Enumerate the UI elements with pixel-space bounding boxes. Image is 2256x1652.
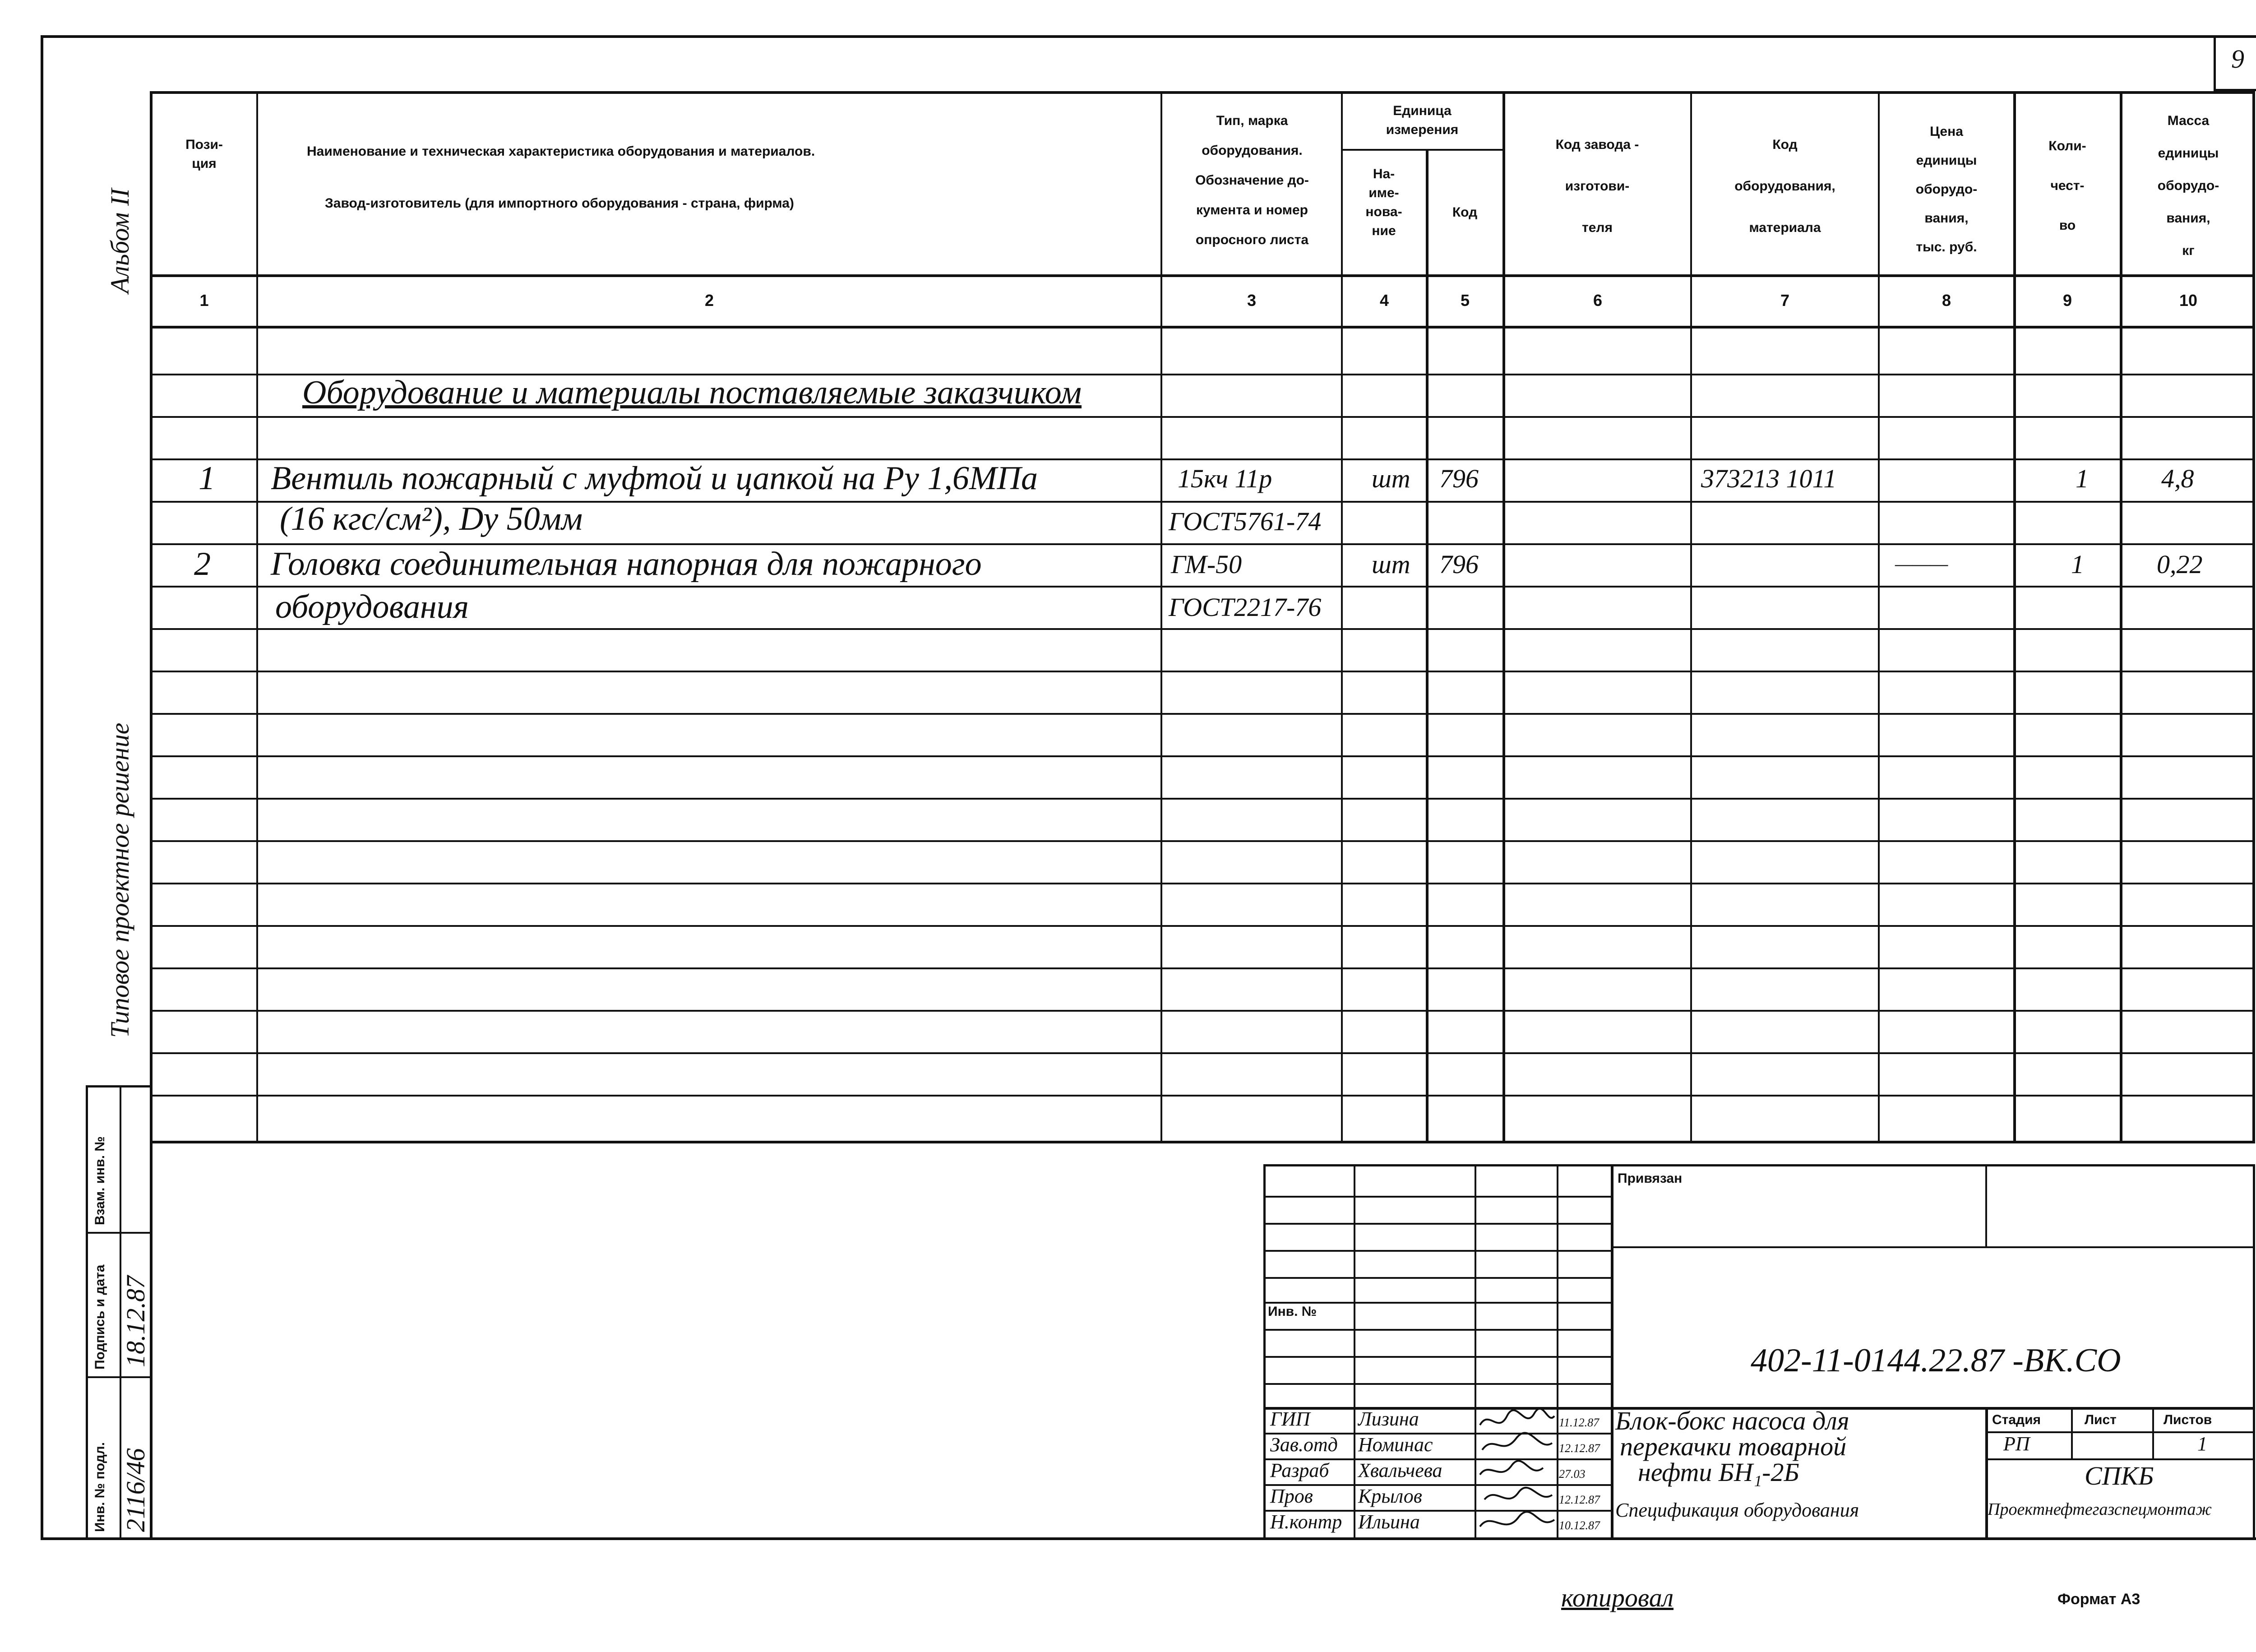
row2-name-line1: Головка соединительная напорная для пожарного — [271, 546, 982, 583]
sheets-label: Листов — [2164, 1412, 2212, 1427]
col-header-position: Пози- ция — [185, 137, 223, 171]
col-number: 9 — [2062, 291, 2072, 310]
col-line-8 — [2013, 91, 2016, 1143]
col-line-5 — [1502, 91, 1505, 1143]
signer-name: Крылов — [1358, 1485, 1422, 1507]
left-stamp-row-2 — [86, 1376, 153, 1378]
row1-type-line2: ГОСТ5761-74 — [1169, 507, 1322, 536]
row-line — [150, 883, 2255, 884]
tb-line — [1263, 1250, 1611, 1252]
signer-name: Ильина — [1358, 1511, 1420, 1533]
title-line2: перекачки товарной — [1620, 1432, 1847, 1461]
inv-no-label: Инв. № — [1268, 1304, 1317, 1319]
col-number: 10 — [2179, 291, 2198, 310]
row-line — [150, 840, 2255, 842]
tb-line — [1263, 1329, 1611, 1331]
row2-name-line2: оборудования — [275, 588, 469, 625]
row-line — [150, 1095, 2255, 1097]
stamp-date-value: 18.12.87 — [121, 1276, 150, 1367]
stamp-inv-orig-label: Инв. № подл. — [92, 1442, 107, 1532]
col-header-mass: Масса единицы оборудо- вания, кг — [2157, 113, 2219, 258]
row2-unit-code: 796 — [1439, 550, 1479, 579]
signer-role: ГИП — [1270, 1408, 1310, 1430]
row1-type-line1: 15кч 11р — [1178, 464, 1272, 493]
col-header-equip-code: Код оборудования, материала — [1734, 137, 1835, 235]
col-header-qty: Коли- чест- во — [2048, 139, 2086, 233]
signer-date: 11.12.87 — [1559, 1416, 1600, 1429]
row-line — [150, 543, 2255, 545]
col-line-2 — [1160, 91, 1162, 1143]
signer-date: 10.12.87 — [1559, 1519, 1600, 1532]
row2-type-line2: ГОСТ2217-76 — [1169, 592, 1322, 622]
format-label: Формат А3 — [2057, 1591, 2140, 1608]
row-line — [150, 671, 2255, 672]
col-header-plant-code: Код завода - изготови- теля — [1555, 137, 1639, 235]
col-header-unit-code: Код — [1452, 205, 1478, 220]
tb-line — [1611, 1246, 2255, 1248]
row-line — [150, 1052, 2255, 1054]
signer-date: 12.12.87 — [1559, 1442, 1600, 1455]
unit-group-line — [1341, 149, 1502, 151]
doc-code: 402-11-0144.22.87 -ВК.СО — [1751, 1342, 2121, 1379]
col-number: 6 — [1593, 291, 1603, 310]
row2-mass: 0,22 — [2157, 550, 2203, 579]
signer-date: 27.03 — [1559, 1467, 1586, 1481]
privyazan-label: Привязан — [1618, 1171, 1683, 1186]
tb-line — [1263, 1223, 1611, 1225]
row1-name-line2: (16 кгс/см²), Dу 50мм — [280, 500, 583, 537]
title-line3: нефти БН₁-2Б — [1638, 1458, 1799, 1487]
col-number: 1 — [199, 291, 209, 310]
left-stamp-row-1 — [86, 1232, 153, 1234]
col-line-1 — [256, 91, 258, 1143]
colnum-bottom-line — [150, 326, 2255, 329]
row1-qty: 1 — [2076, 464, 2089, 493]
row1-unit-code: 796 — [1439, 464, 1479, 493]
tb-line — [2071, 1407, 2073, 1458]
col-number: 7 — [1780, 291, 1790, 310]
row-line — [150, 967, 2255, 969]
row1-position: 1 — [199, 460, 215, 497]
row2-qty: 1 — [2071, 550, 2084, 579]
row-line — [150, 586, 2255, 588]
signer-role: Зав.отд — [1270, 1434, 1338, 1456]
row-line — [150, 925, 2255, 927]
typical-solution-label: Типовое проектное решение — [105, 722, 134, 1038]
row2-unit: шт — [1372, 550, 1410, 579]
org-line2: Проектнефтегазспецмонтаж — [1988, 1500, 2212, 1519]
row1-name-line1: Вентиль пожарный с муфтой и цапкой на Ру 1,6МПа — [271, 460, 1038, 497]
page-number: 9 — [2231, 44, 2244, 74]
col-number: 5 — [1460, 291, 1470, 310]
col-line-6 — [1690, 91, 1692, 1143]
col-number: 4 — [1379, 291, 1389, 310]
row-line — [150, 713, 2255, 715]
row-line — [150, 755, 2255, 757]
sheets-value: 1 — [2197, 1433, 2207, 1455]
row1-mass: 4,8 — [2161, 464, 2194, 493]
tb-line — [1263, 1302, 1611, 1304]
col-header-name-line1: Наименование и техническая характеристика оборудования и материалов. — [307, 144, 815, 159]
stamp-sign-date-label: Подпись и дата — [92, 1264, 107, 1370]
sheet-label: Лист — [2085, 1412, 2117, 1427]
section-title: Оборудование и материалы поставляемые заказчиком — [302, 374, 1082, 411]
signer-date: 12.12.87 — [1559, 1493, 1600, 1506]
col-header-price: Цена единицы оборудо- вания, тыс. руб. — [1915, 124, 1978, 255]
col-line-3 — [1341, 91, 1343, 1143]
album-label: Альбом II — [105, 188, 134, 293]
row2-price: ——— — [1895, 553, 1948, 575]
copied-label: копировал — [1561, 1583, 1674, 1612]
stage-value: РП — [2003, 1433, 2030, 1455]
tb-line — [1263, 1383, 1611, 1385]
tb-line — [1611, 1164, 1613, 1540]
org-line1: СПКБ — [2085, 1461, 2154, 1490]
col-number: 2 — [704, 291, 714, 310]
signer-role: Пров — [1270, 1485, 1313, 1507]
tb-line — [1263, 1277, 1611, 1279]
row-line — [150, 1010, 2255, 1012]
signature-scribbles — [1475, 1407, 1557, 1540]
stage-label: Стадия — [1992, 1412, 2041, 1427]
title-line1: Блок-бокс насоса для — [1615, 1406, 1849, 1435]
signer-name: Лизина — [1358, 1408, 1419, 1430]
col-header-unit-group: Единица измерения — [1386, 103, 1459, 137]
signer-name: Номинас — [1358, 1434, 1433, 1456]
signer-role: Разраб — [1270, 1459, 1329, 1481]
stamp-inv-replace-label: Взам. инв. № — [92, 1136, 107, 1225]
signer-name: Хвальчева — [1358, 1459, 1442, 1481]
row1-equip-code: 373213 1011 — [1701, 464, 1837, 493]
col-header-unit-name: На- име- нова- ние — [1365, 167, 1402, 238]
row1-unit: шт — [1372, 464, 1410, 493]
tb-line — [1985, 1458, 2255, 1460]
signer-role: Н.контр — [1270, 1511, 1342, 1533]
row2-position: 2 — [194, 546, 211, 583]
tb-line — [1263, 1356, 1611, 1358]
row-line — [150, 416, 2255, 418]
row2-type-line1: ГМ-50 — [1171, 550, 1242, 579]
row-line — [150, 628, 2255, 630]
spec-title: Спецификация оборудования — [1615, 1499, 1859, 1521]
row-line — [150, 798, 2255, 800]
header-bottom-line — [150, 274, 2255, 277]
tb-line — [2152, 1407, 2154, 1458]
col-line-7 — [1878, 91, 1880, 1143]
col-header-name-line2: Завод-изготовитель (для импортного оборудования - страна, фирма) — [325, 196, 794, 211]
col-header-type: Тип, марка оборудования. Обозначение до- кумента и номер опросного листа — [1195, 113, 1309, 247]
col-number: 3 — [1247, 291, 1257, 310]
tb-line — [1985, 1164, 1987, 1246]
tb-line — [1263, 1196, 1611, 1198]
col-number: 8 — [1942, 291, 1951, 310]
stamp-inv-value: 2116/46 — [121, 1448, 150, 1532]
